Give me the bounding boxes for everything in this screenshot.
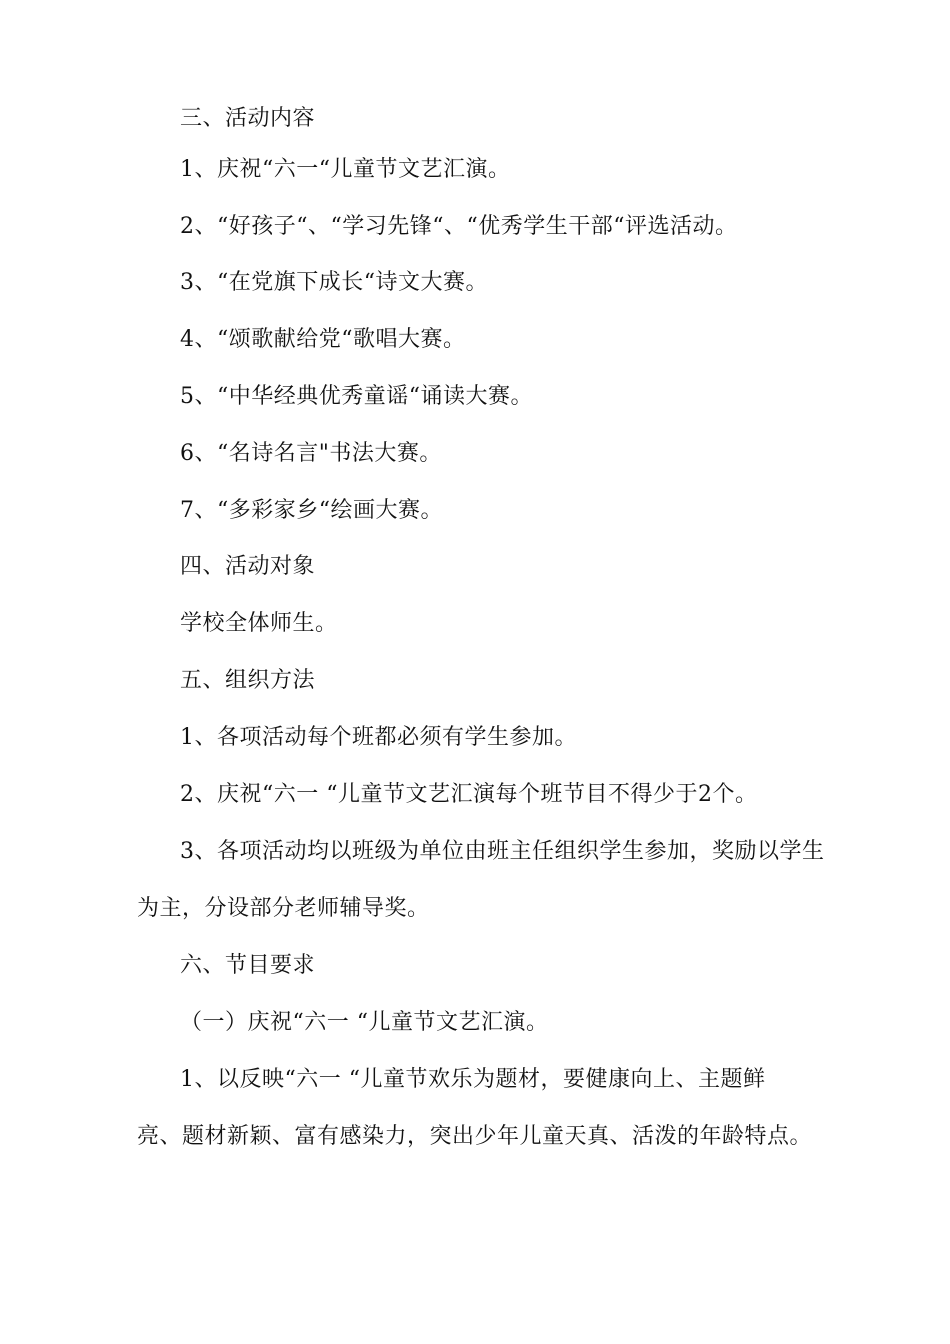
requirement-item-1: 1、以反映“六一 “儿童节欢乐为题材，要健康向上、主题鲜 xyxy=(180,1067,766,1092)
list-item-7: 7、“多彩家乡“绘画大赛。 xyxy=(180,498,443,523)
organization-item-1: 1、各项活动每个班都必须有学生参加。 xyxy=(180,725,577,750)
list-item-4: 4、“颂歌献给党“歌唱大赛。 xyxy=(180,327,466,352)
section-heading-organization: 五、组织方法 xyxy=(180,668,316,693)
section-heading-program-requirements: 六、节目要求 xyxy=(180,953,316,978)
list-item-3: 3、“在党旗下成长“诗文大赛。 xyxy=(180,270,488,295)
section-heading-activity-target: 四、活动对象 xyxy=(180,554,316,579)
requirement-item-1-continued: 亮、题材新颖、富有感染力，突出少年儿童天真、活泼的年龄特点。 xyxy=(137,1124,813,1149)
section-heading-activity-content: 三、活动内容 xyxy=(180,106,316,131)
list-item-5: 5、“中华经典优秀童谣“诵读大赛。 xyxy=(180,384,533,409)
list-item-1: 1、庆祝“六一“儿童节文艺汇演。 xyxy=(180,157,511,182)
organization-item-3: 3、各项活动均以班级为单位由班主任组织学生参加，奖励以学生 xyxy=(180,839,825,864)
organization-item-3-continued: 为主，分设部分老师辅导奖。 xyxy=(137,896,430,921)
organization-item-2: 2、庆祝“六一 “儿童节文艺汇演每个班节目不得少于2个。 xyxy=(180,782,758,807)
subsection-heading-1: （一）庆祝“六一 “儿童节文艺汇演。 xyxy=(180,1010,549,1035)
list-item-2: 2、“好孩子“、“学习先锋“、“优秀学生干部“评选活动。 xyxy=(180,214,738,239)
list-item-6: 6、“名诗名言"书法大赛。 xyxy=(180,441,442,466)
paragraph-target: 学校全体师生。 xyxy=(180,611,338,636)
